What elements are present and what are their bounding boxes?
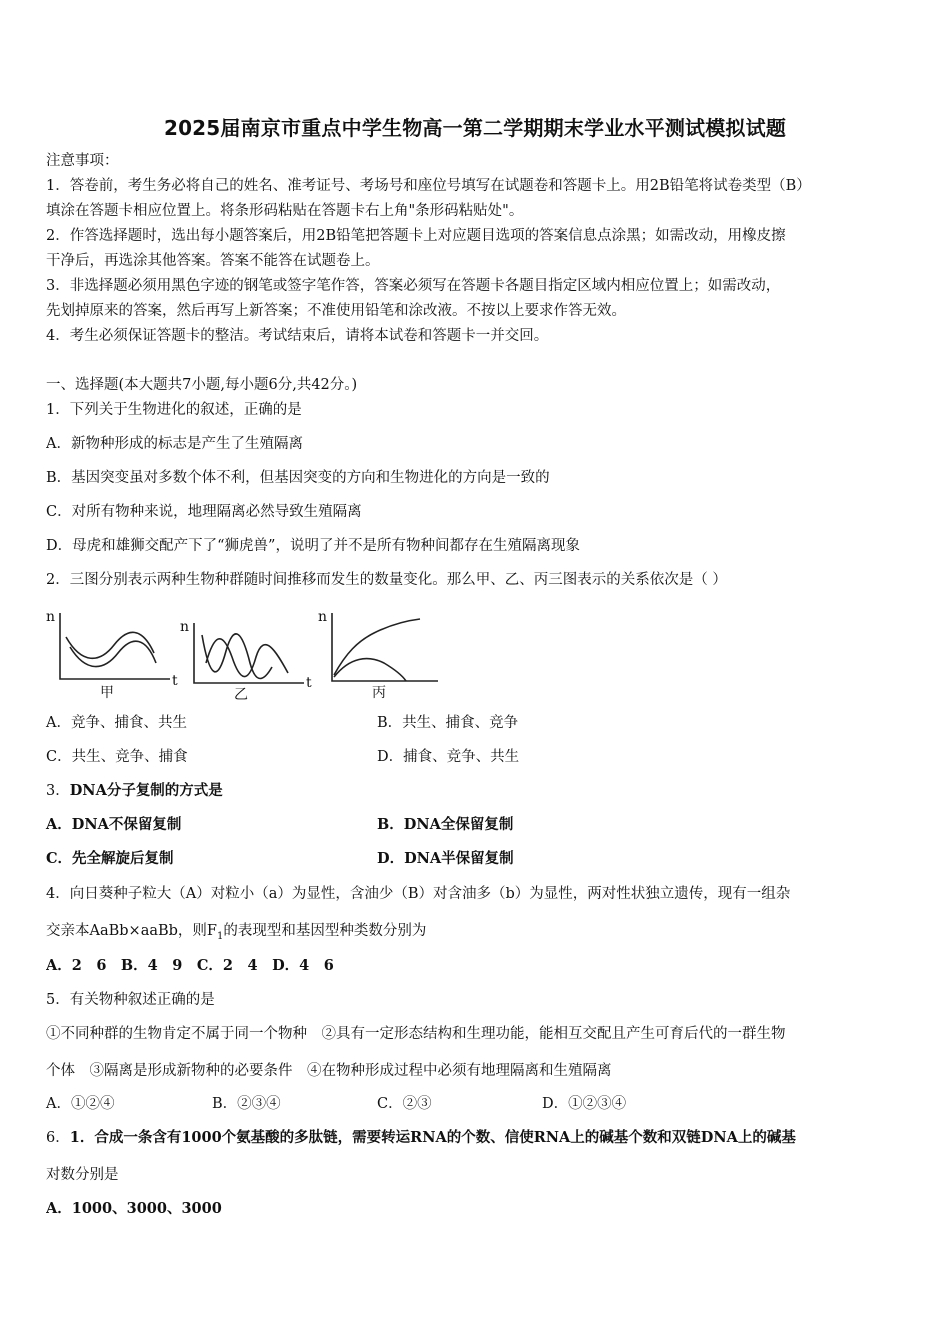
graph-yi-n-label: n xyxy=(180,619,190,635)
graph-bing-axes xyxy=(332,613,438,681)
question-6-stem-line-2: 对数分别是 xyxy=(46,1167,119,1183)
question-6-number: 6． xyxy=(46,1130,70,1146)
question-5-statements-line-2: 个体 ③隔离是形成新物种的必要条件 ④在物种形成过程中必须有地理隔离和生殖隔离 xyxy=(46,1063,612,1079)
question-4-stem-line-2 xyxy=(46,921,912,947)
question-4-options: A．2 6 B．4 9 C．2 4 D．4 6 xyxy=(46,957,334,974)
question-2-stem: 2．三图分别表示两种生物种群随时间推移而发生的数量变化。那么甲、乙、丙三图表示的关系依次是（ ） xyxy=(46,572,727,588)
graph-jia-curve-1 xyxy=(66,632,154,658)
notice-line: 2．作答选择题时，选出每小题答案后，用2B铅笔把答题卡上对应题目选项的答案信息点涂黑；如需改动，用橡皮擦 xyxy=(46,228,786,244)
question-4-text-pre: 交亲本AaBb×aaBb，则F xyxy=(46,923,217,939)
graph-bing-label: 丙 xyxy=(372,685,386,701)
graph-yi-t-label: t xyxy=(306,675,312,691)
question-2-option-c: C．共生、竞争、捕食 xyxy=(46,749,188,765)
question-2-option-d: D．捕食、竞争、共生 xyxy=(377,749,520,765)
question-5-option-a: A．①②④ xyxy=(46,1096,115,1112)
question-5-stem: 5．有关物种叙述正确的是 xyxy=(46,992,215,1008)
question-3-option-b: B．DNA全保留复制 xyxy=(377,816,514,833)
notice-line: 1．答卷前，考生务必将自己的姓名、准考证号、考场号和座位号填写在试题卷和答题卡上。用2B铅笔将试卷类型（B） xyxy=(46,178,811,194)
question-1-option-c: C．对所有物种来说，地理隔离必然导致生殖隔离 xyxy=(46,504,362,520)
graph-jia-n-label: n xyxy=(46,609,56,625)
question-6-text: 1．合成一条含有1000个氨基酸的多肽链，需要转运RNA的个数、信使RNA上的碱基个数和双链DNA上的碱基 xyxy=(69,1129,796,1146)
graph-jia-axes xyxy=(60,613,170,679)
graph-jia-t-label: t xyxy=(172,673,178,689)
population-graphs-svg xyxy=(42,601,442,701)
graph-bing-curve-1 xyxy=(334,619,420,675)
question-5-option-b: B．②③④ xyxy=(212,1096,281,1112)
question-3-option-d: D．DNA半保留复制 xyxy=(377,850,514,867)
question-1-option-d: D．母虎和雄狮交配产下了“狮虎兽”，说明了并不是所有物种间都存在生殖隔离现象 xyxy=(46,538,580,554)
graph-bing-curve-2 xyxy=(334,659,406,681)
question-4-subscript: 1 xyxy=(217,930,224,942)
graph-jia-label: 甲 xyxy=(100,685,114,701)
question-2-option-a: A．竞争、捕食、共生 xyxy=(46,715,187,731)
question-5-option-d: D．①②③④ xyxy=(542,1096,627,1112)
population-graphs-figure xyxy=(42,601,442,701)
question-3-option-c: C．先全解旋后复制 xyxy=(46,850,174,867)
notice-line: 填涂在答题卡相应位置上。将条形码粘贴在答题卡右上角"条形码粘贴处"。 xyxy=(46,203,524,219)
question-6-option-a: A．1000、3000、3000 xyxy=(46,1200,222,1217)
question-3-number: 3． xyxy=(46,783,70,799)
section-header: 一、选择题(本大题共7小题,每小题6分,共42分。) xyxy=(46,377,358,393)
notice-heading: 注意事项： xyxy=(46,153,119,169)
question-1-stem: 1．下列关于生物进化的叙述，正确的是 xyxy=(46,402,302,418)
question-1-option-b: B．基因突变虽对多数个体不利，但基因突变的方向和生物进化的方向是一致的 xyxy=(46,470,550,486)
notice-line: 3．非选择题必须用黑色字迹的钢笔或签字笔作答，答案必须写在答题卡各题目指定区域内相应位置上；如需改动， xyxy=(46,278,781,294)
notice-line: 干净后，再选涂其他答案。答案不能答在试题卷上。 xyxy=(46,253,380,269)
notice-line: 4．考生必须保证答题卡的整洁。考试结束后，请将本试卷和答题卡一并交回。 xyxy=(46,328,549,344)
graph-yi-curve-1 xyxy=(202,634,272,679)
question-5-option-c: C．②③ xyxy=(377,1096,432,1112)
question-3-stem xyxy=(46,781,912,801)
question-3-text: DNA分子复制的方式是 xyxy=(69,782,223,799)
page-title: 2025届南京市重点中学生物高一第二学期期末学业水平测试模拟试题 xyxy=(163,116,787,140)
graph-bing-n-label: n xyxy=(318,609,328,625)
question-1-option-a: A．新物种形成的标志是产生了生殖隔离 xyxy=(46,436,303,452)
question-4-stem-line-1: 4．向日葵种子粒大（A）对粒小（a）为显性，含油少（B）对含油多（b）为显性，两对性状独立遗传，现有一组杂 xyxy=(46,886,791,902)
question-4-text-post: 的表现型和基因型种类数分别为 xyxy=(223,923,427,939)
question-3-option-a: A．DNA不保留复制 xyxy=(46,816,182,833)
graph-yi-label: 乙 xyxy=(234,687,248,701)
question-6-stem-line-1 xyxy=(46,1128,912,1148)
question-5-statements-line-1: ①不同种群的生物肯定不属于同一个物种 ②具有一定形态结构和生理功能，能相互交配且产生可育后代的一群生物 xyxy=(46,1026,786,1042)
question-2-option-b: B．共生、捕食、竞争 xyxy=(377,715,519,731)
notice-line: 先划掉原来的答案，然后再写上新答案；不准使用铅笔和涂改液。不按以上要求作答无效。 xyxy=(46,303,626,319)
